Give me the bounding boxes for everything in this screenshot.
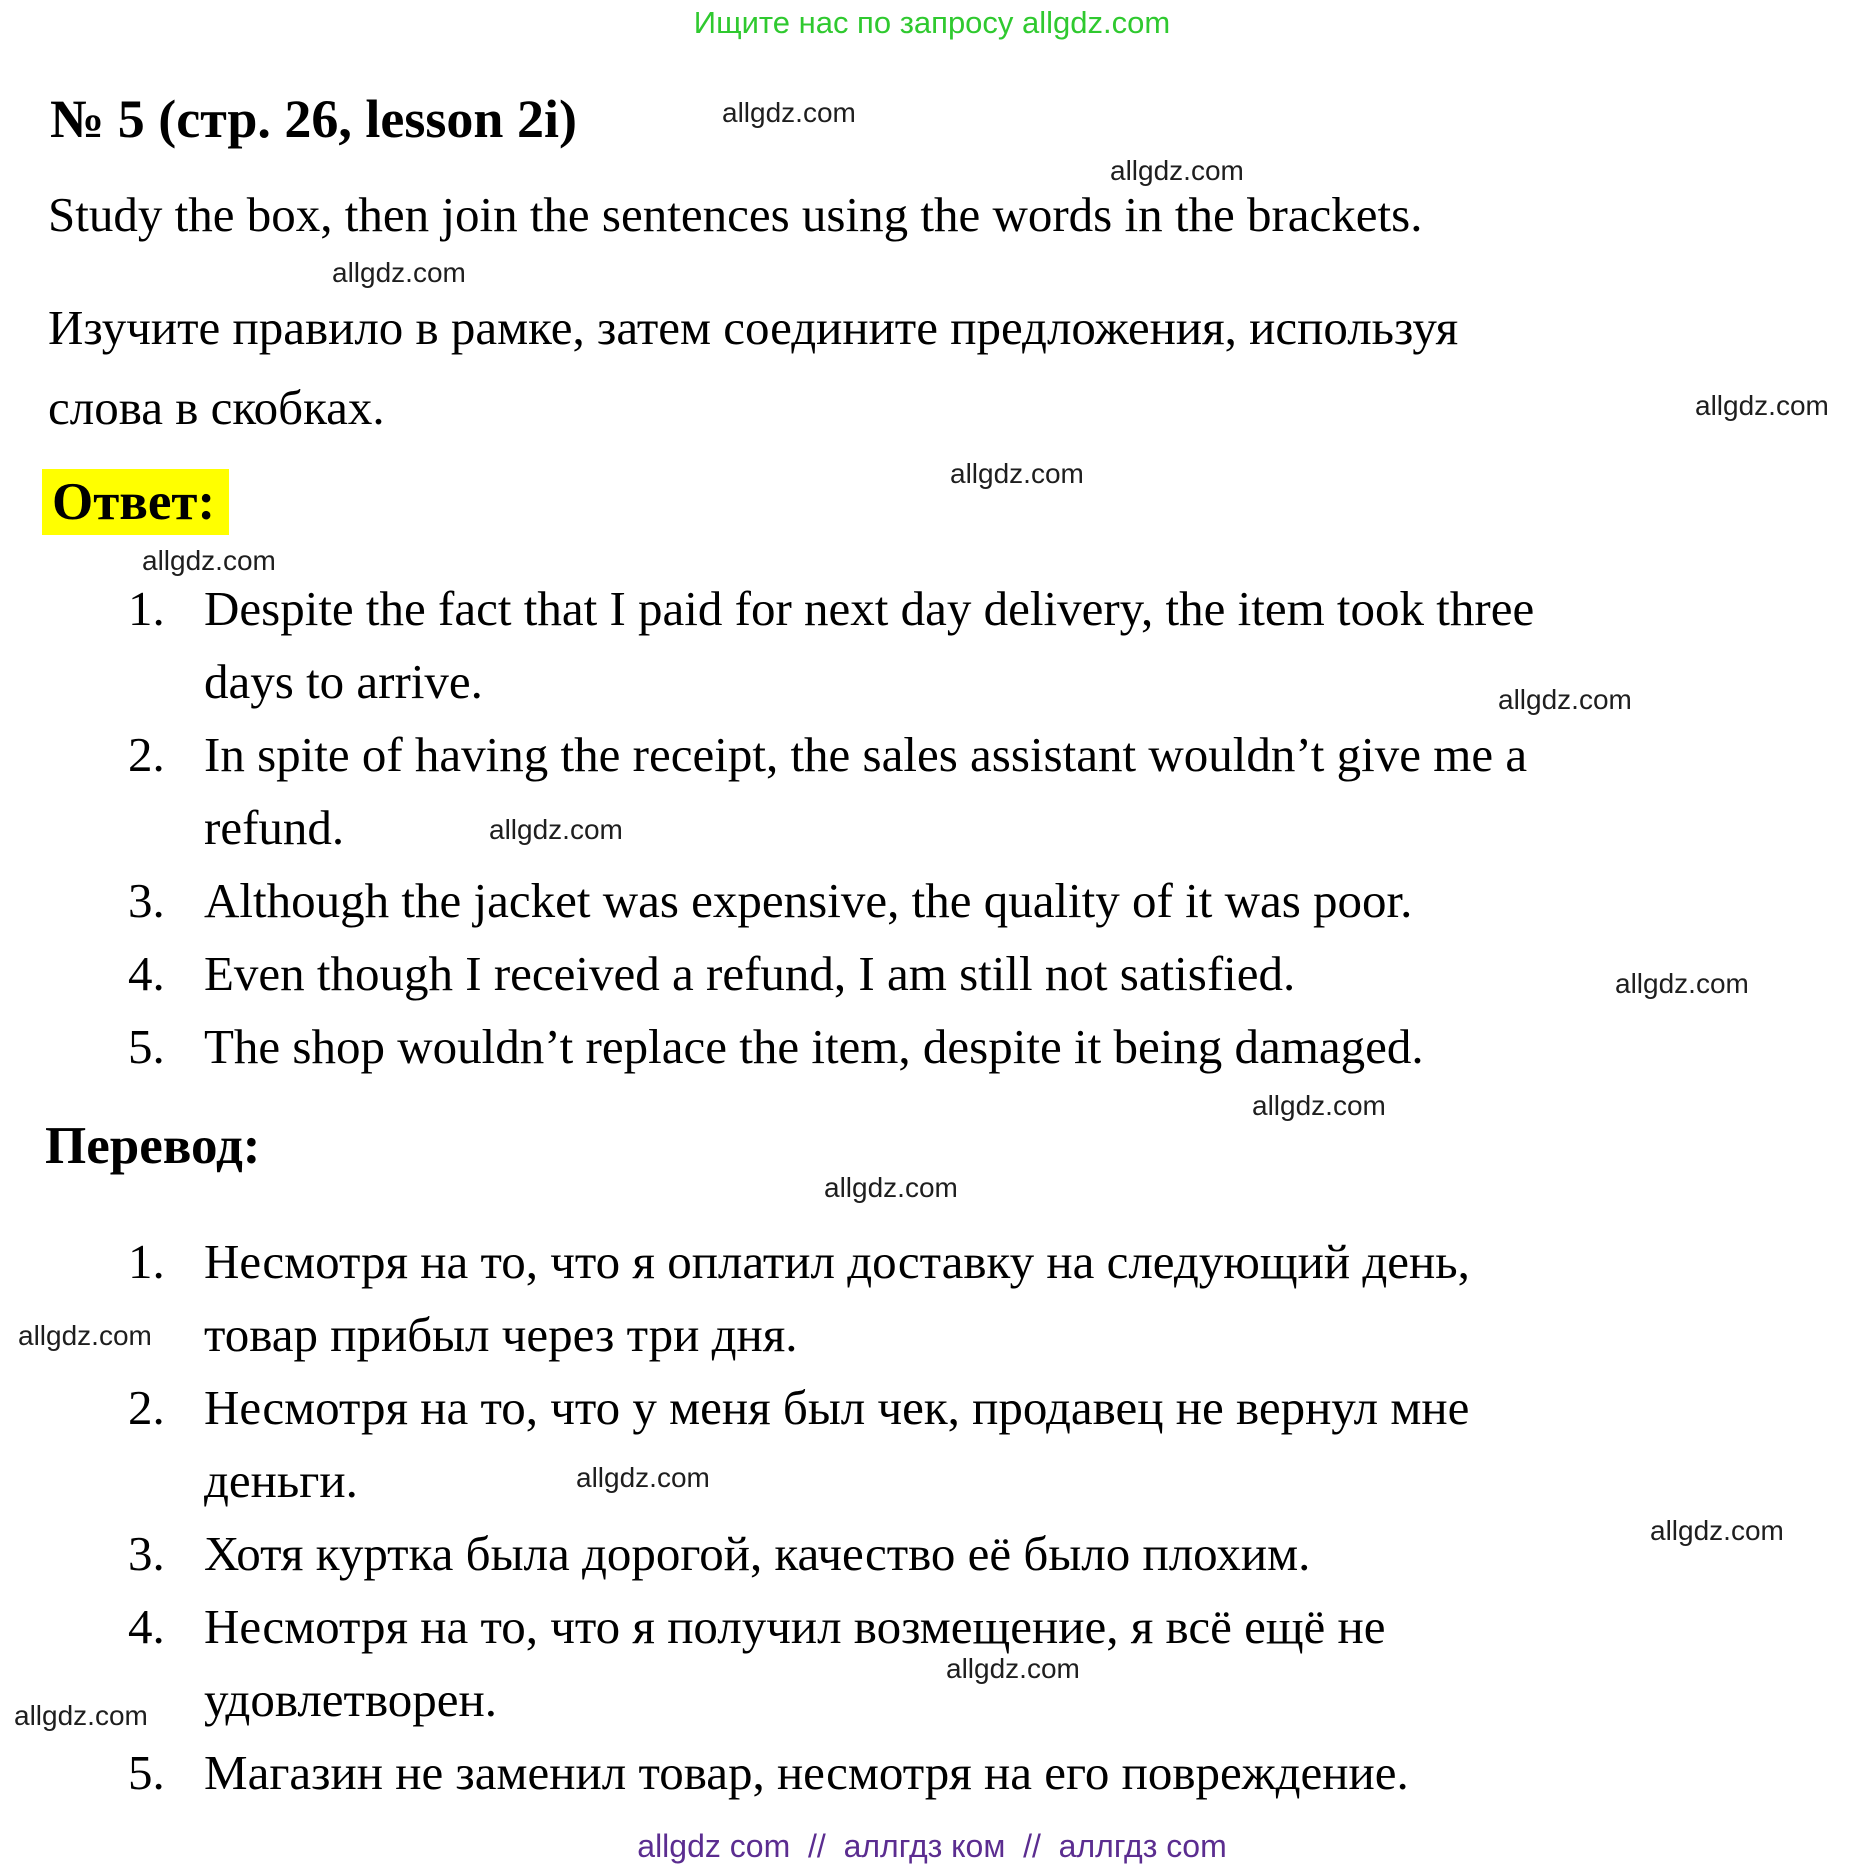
item-text [204,1517,1828,1590]
item-line: days to arrive. [204,654,483,709]
watermark: allgdz.com [1650,1515,1784,1546]
bottom-domains-banner: allgdz com // аллгдз ком // аллгдз com [637,1828,1227,1864]
item-line: Although the jacket was expensive, the quality of it was poor. [204,873,1413,928]
answer-list [128,572,1828,1083]
answer-item-3 [128,864,1828,937]
watermark: allgdz.com [142,545,276,576]
translation-item-1 [128,1225,1828,1371]
item-line: Магазин не заменил товар, несмотря на его повреждение. [204,1745,1409,1800]
item-line: товар прибыл через три дня. [204,1307,798,1362]
item-line: Несмотря на то, что я оплатил доставку на следующий день, [204,1234,1470,1289]
item-text [204,1371,1828,1517]
answer-item-2 [128,718,1828,864]
watermark: allgdz.com [722,97,856,128]
item-text [204,718,1828,864]
item-number: 2. [128,1380,165,1435]
item-line: Хотя куртка была дорогой, качество её было плохим. [204,1526,1311,1581]
watermark: allgdz.com [576,1462,710,1493]
watermark: allgdz.com [1615,968,1749,999]
item-line: Despite the fact that I paid for next day delivery, the item took three [204,581,1535,636]
translation-item-5 [128,1736,1828,1809]
item-number: 3. [128,873,165,928]
item-line: деньги. [204,1453,358,1508]
item-line: Несмотря на то, что я получил возмещение, я всё ещё не [204,1599,1386,1654]
task-text-ru [48,288,1458,448]
watermark: allgdz.com [1252,1090,1386,1121]
answer-item-5 [128,1010,1828,1083]
item-line: In spite of having the receipt, the sales assistant wouldn’t give me a [204,727,1528,782]
item-text [204,1736,1828,1809]
translation-label: Перевод: [45,1117,261,1175]
watermark: allgdz.com [946,1653,1080,1684]
item-line: удовлетворен. [204,1672,497,1727]
watermark: allgdz.com [489,814,623,845]
item-number: 4. [128,1599,165,1654]
exercise-heading: № 5 (стр. 26, lesson 2i) [50,89,577,149]
watermark: allgdz.com [1695,390,1829,421]
watermark: allgdz.com [1110,155,1244,186]
item-line: Несмотря на то, что у меня был чек, продавец не вернул мне [204,1380,1470,1435]
top-search-banner: Ищите нас по запросу allgdz.com [693,5,1171,40]
task-text-en: Study the box, then join the sentences using the words in the brackets. [48,187,1423,242]
item-text [204,1225,1828,1371]
watermark: allgdz.com [18,1320,152,1351]
item-number: 2. [128,727,165,782]
watermark: allgdz.com [332,257,466,288]
item-number: 5. [128,1745,165,1800]
watermark: allgdz.com [14,1700,148,1731]
item-line: Even though I received a refund, I am still not satisfied. [204,946,1296,1001]
translation-list [128,1225,1828,1809]
task-text-ru-line2: слова в скобках. [48,380,385,435]
item-number: 1. [128,581,165,636]
item-text [204,864,1828,937]
translation-item-3 [128,1517,1828,1590]
watermark: allgdz.com [1498,684,1632,715]
item-line: refund. [204,800,345,855]
watermark: allgdz.com [824,1172,958,1203]
translation-item-2 [128,1371,1828,1517]
answer-label: Ответ: [42,469,229,535]
answer-item-4 [128,937,1828,1010]
item-number: 4. [128,946,165,1001]
item-text [204,1010,1828,1083]
item-number: 5. [128,1019,165,1074]
item-line: The shop wouldn’t replace the item, despite it being damaged. [204,1019,1424,1074]
item-number: 1. [128,1234,165,1289]
watermark: allgdz.com [950,458,1084,489]
item-text [204,937,1828,1010]
task-text-ru-line1: Изучите правило в рамке, затем соедините предложения, используя [48,300,1459,355]
item-number: 3. [128,1526,165,1581]
